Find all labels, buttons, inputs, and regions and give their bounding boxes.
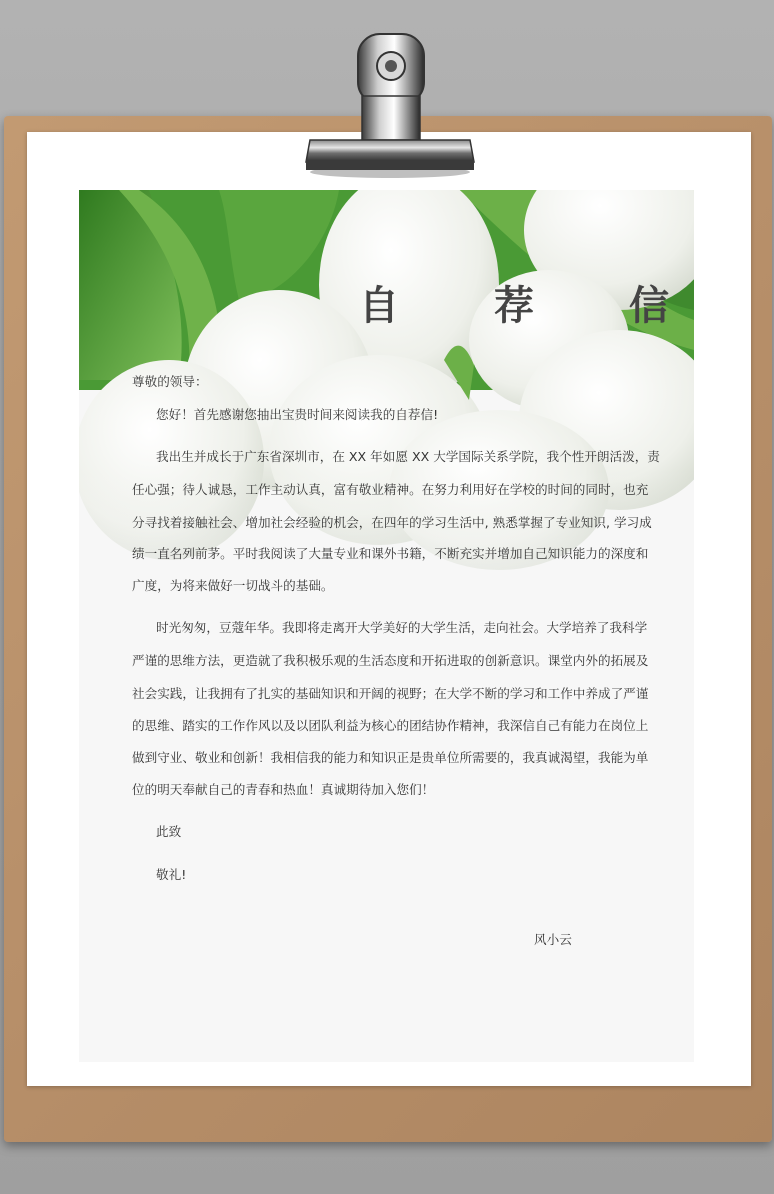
paragraph2-line: 严谨的思维方法，更造就了我积极乐观的生活态度和开拓进取的创新意识。课堂内外的拓展及 (132, 653, 649, 668)
closing-regards: 此致 (156, 824, 182, 839)
salutation: 尊敬的领导： (132, 374, 208, 389)
letter-title (359, 282, 669, 330)
signature: 风小云 (534, 932, 572, 947)
title-char: 荐 (494, 283, 534, 329)
paragraph1-line: 我出生并成长于广东省深圳市，在 XX 年如愿 XX 大学国际关系学院，我个性开朗活泼，责 (156, 449, 660, 464)
binder-clip (300, 24, 480, 180)
greeting: 您好！首先感谢您抽出宝贵时间来阅读我的自荐信! (156, 407, 439, 422)
paragraph2-line: 位的明天奉献自己的青春和热血！真诚期待加入您们！ (132, 782, 435, 797)
paragraph1-line: 分寻找着接触社会、增加社会经验的机会，在四年的学习生活中, 熟悉掌握了专业知识, 学习成 (132, 515, 652, 530)
title-char: 信 (629, 283, 669, 329)
paragraph1-line: 任心强；待人诚恳，工作主动认真，富有敬业精神。在努力利用好在学校的时间的同时，也充 (132, 482, 649, 497)
title-char: 自 (359, 283, 399, 329)
paragraph1-line: 广度，为将来做好一切战斗的基础。 (132, 578, 334, 593)
paragraph2-line: 时光匆匆，豆蔻年华。我即将走离开大学美好的大学生活，走向社会。大学培养了我科学 (156, 620, 648, 635)
paragraph2-line: 做到守业、敬业和创新！我相信我的能力和知识正是贵单位所需要的，我真诚渴望，我能为单 (132, 750, 649, 765)
closing-salute: 敬礼! (156, 867, 187, 882)
paragraph2-line: 的思维、踏实的工作作风以及以团队利益为核心的团结协作精神，我深信自己有能力在岗位上 (132, 718, 649, 733)
paragraph2-line: 社会实践，让我拥有了扎实的基础知识和开阔的视野；在大学不断的学习和工作中养成了严谨 (132, 686, 649, 701)
paragraph1-line: 绩一直名列前茅。平时我阅读了大量专业和课外书籍，不断充实并增加自己知识能力的深度和 (132, 546, 649, 561)
